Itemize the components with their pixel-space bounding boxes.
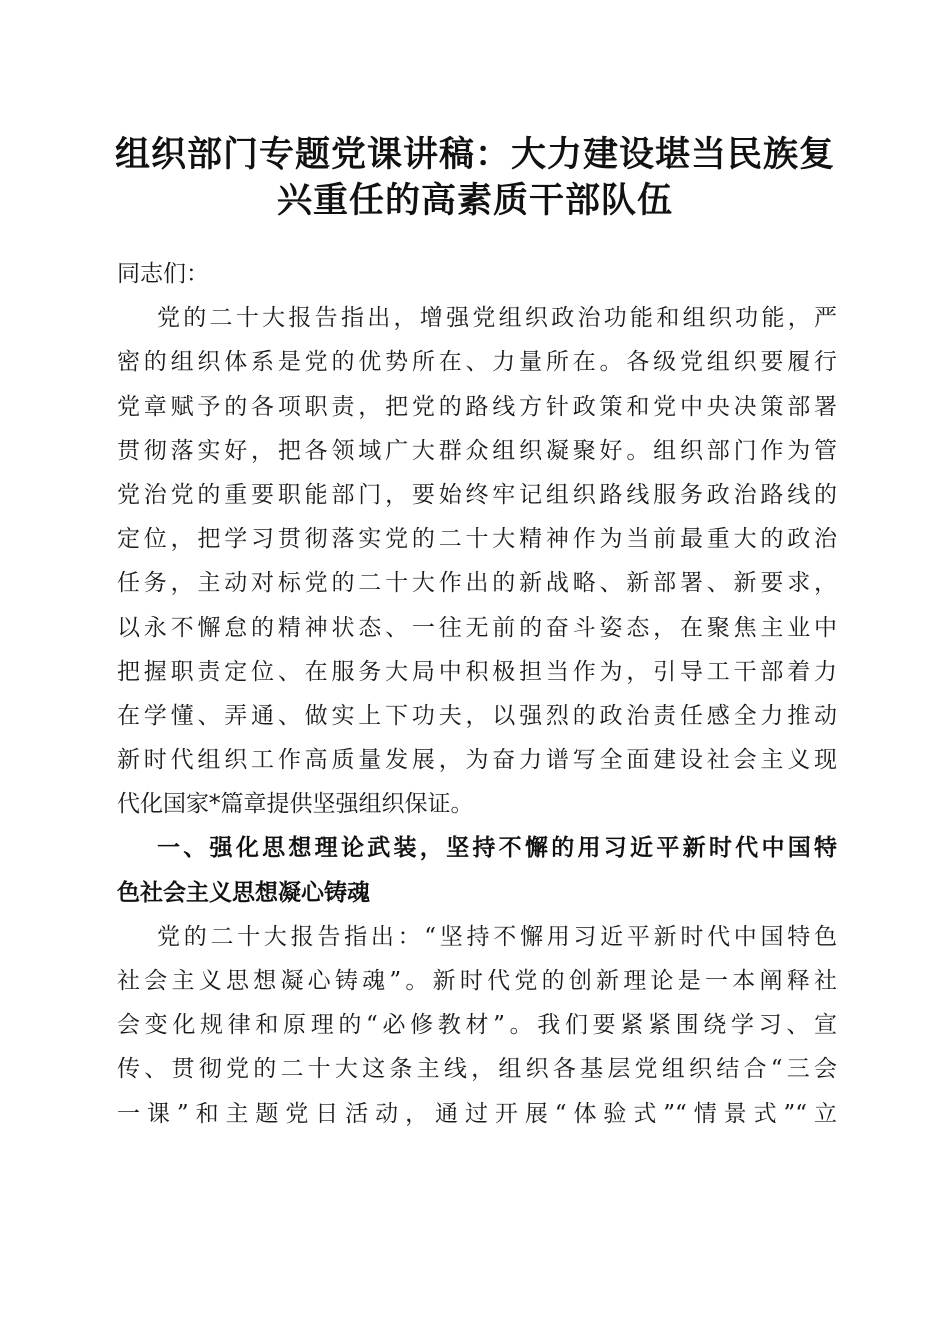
paragraph-line: 贯彻落实好，把各领域广大群众组织凝聚好。组织部门作为管	[117, 437, 837, 464]
document-title	[100, 132, 850, 224]
intro-paragraph	[117, 296, 837, 826]
paragraph-line: 一课”和主题党日活动，通过开展“体验式”“情景式”“立	[117, 1100, 837, 1127]
paragraph-line: 党章赋予的各项职责，把党的路线方针政策和党中央决策部署	[117, 393, 837, 420]
salutation: 同志们：	[117, 261, 209, 287]
paragraph-line: 党的二十大报告指出，增强党组织政治功能和组织功能，严	[157, 305, 837, 332]
paragraph-line: 定位，把学习贯彻落实党的二十大精神作为当前最重大的政治	[117, 526, 837, 553]
paragraph-line: 任务，主动对标党的二十大作出的新战略、新部署、新要求，	[117, 570, 837, 597]
paragraph-line: 在学懂、弄通、做实上下功夫，以强烈的政治责任感全力推动	[117, 702, 837, 729]
heading-line: 色社会主义思想凝心铸魂	[117, 879, 370, 906]
paragraph-line: 代化国家*篇章提供坚强组织保证。	[117, 791, 474, 818]
paragraph-line: 党的二十大报告指出：“坚持不懈用习近平新时代中国特色	[157, 923, 837, 950]
section-heading	[117, 826, 837, 914]
title-line: 兴重任的高素质干部队伍	[276, 180, 673, 221]
paragraph-line: 传、贯彻党的二十大这条主线，组织各基层党组织结合“三会	[117, 1056, 837, 1083]
document-body	[117, 252, 837, 1136]
paragraph-line: 新时代组织工作高质量发展，为奋力谱写全面建设社会主义现	[117, 747, 837, 774]
paragraph-line: 社会主义思想凝心铸魂”。新时代党的创新理论是一本阐释社	[117, 968, 837, 994]
heading-line: 一、强化思想理论武装，坚持不懈的用习近平新时代中国特	[157, 835, 837, 862]
paragraph-line: 党治党的重要职能部门，要始终牢记组织路线服务政治路线的	[117, 481, 837, 508]
paragraph-line: 密的组织体系是党的优势所在、力量所在。各级党组织要履行	[117, 349, 837, 376]
paragraph-line: 把握职责定位、在服务大局中积极担当作为，引导工干部着力	[117, 658, 837, 685]
paragraph-line: 会变化规律和原理的“必修教材”。我们要紧紧围绕学习、宣	[117, 1012, 837, 1039]
title-line: 组织部门专题党课讲稿：大力建设堪当民族复	[114, 134, 835, 175]
paragraph-line: 以永不懈怠的精神状态、一往无前的奋斗姿态，在聚焦主业中	[117, 614, 837, 641]
section-paragraph	[117, 915, 837, 1136]
